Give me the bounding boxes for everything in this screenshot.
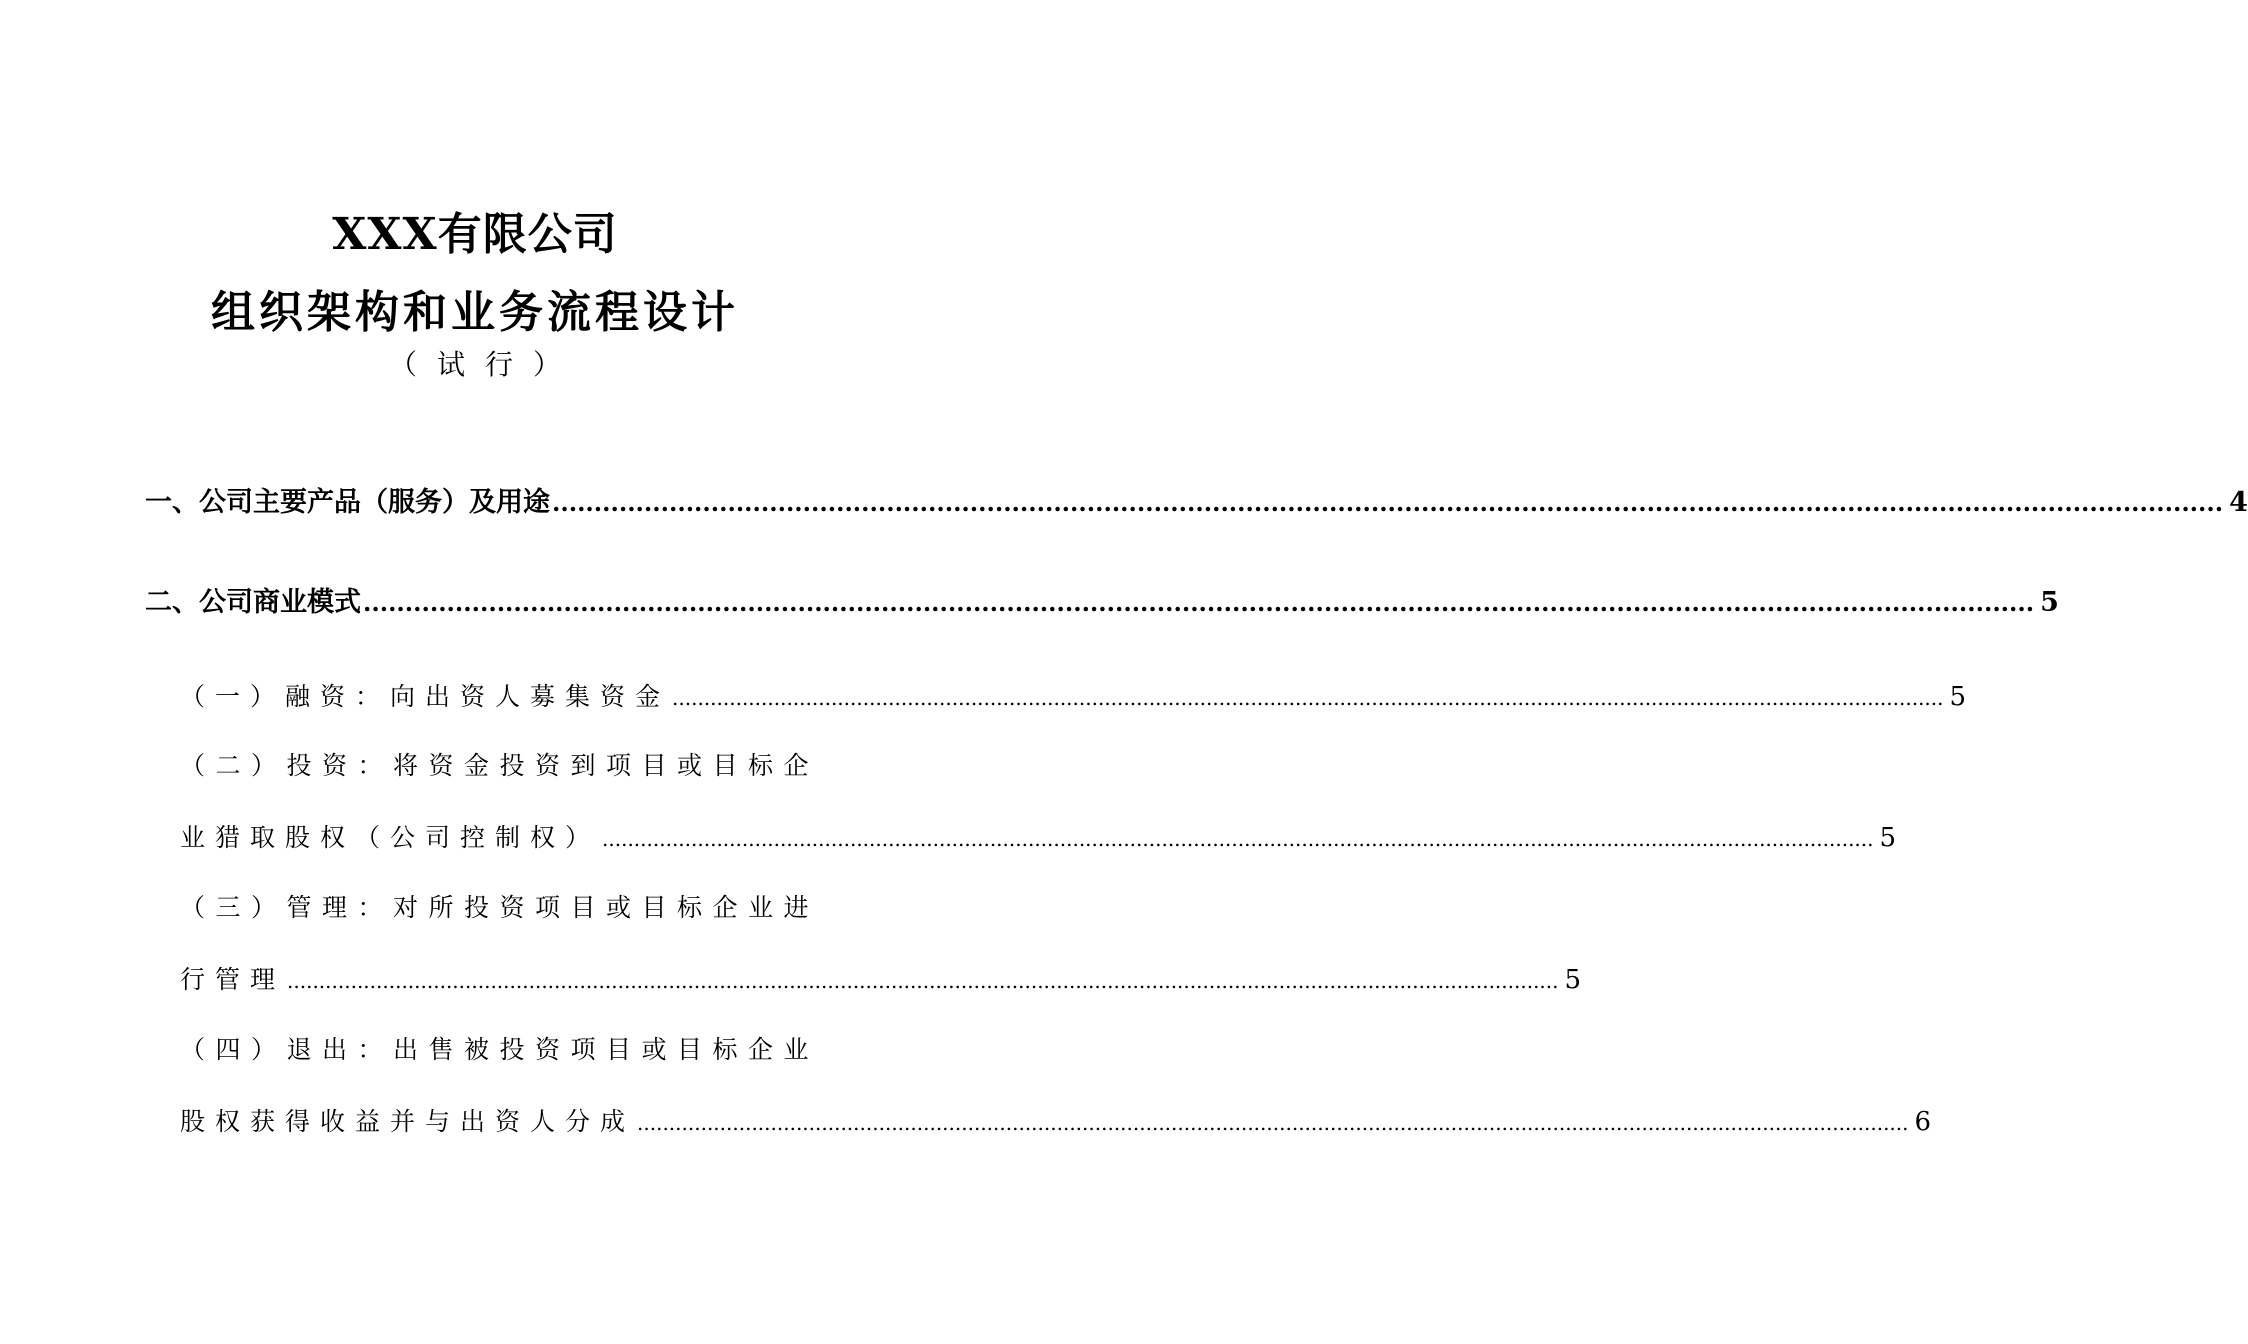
toc-entry-label: 业猎取股权（公司控制权） <box>180 823 601 852</box>
toc-entry-label: 一、公司主要产品（服务）及用途 <box>145 487 550 518</box>
toc-entry-subsection-3[interactable] <box>180 960 1582 996</box>
toc-entry-label: （一）融资：向出资人募集资金 <box>180 682 671 711</box>
toc-page-number: 6 <box>1914 1107 1932 1137</box>
toc-leader-dots: ........................................................................................................................................................................................................ <box>602 827 1874 851</box>
toc-entry-label: 二、公司商业模式 <box>145 587 361 618</box>
toc-entry-section-2[interactable] <box>145 580 2059 619</box>
toc-entry-subsection-4[interactable] <box>180 1102 1932 1138</box>
toc-leader-dots: ........................................................................................................................................................................................................ <box>637 1111 1909 1135</box>
toc-leader-dots: ........................................................................................................................................................................................................ <box>287 969 1559 993</box>
toc-entry-subsection-2-line1[interactable]: （二）投资：将资金投资到项目或目标企 <box>180 751 820 780</box>
company-title: XXX有限公司 <box>332 209 618 260</box>
toc-entry-subsection-2[interactable] <box>180 818 1897 854</box>
toc-page-number: 5 <box>2040 587 2059 618</box>
toc-entry-subsection-3-line1[interactable]: （三）管理：对所投资项目或目标企业进 <box>180 893 820 922</box>
toc-page-number: 5 <box>1564 965 1582 995</box>
toc-entry-subsection-4-line1[interactable]: （四）退出：出售被投资项目或目标企业 <box>180 1035 820 1064</box>
toc-leader-dots: ........................................................................................................................................................................................................ <box>363 588 2035 617</box>
document-subtitle: （试行） <box>388 348 581 381</box>
toc-leader-dots: ........................................................................................................................................................................................................ <box>672 686 1944 710</box>
toc-entry-section-1[interactable] <box>145 480 2248 519</box>
toc-page-number: 5 <box>1879 823 1897 853</box>
toc-entry-label: 行管理 <box>180 965 286 994</box>
toc-page-number: 4 <box>2229 487 2248 518</box>
toc-page-number: 5 <box>1949 682 1967 712</box>
document-title: 组织架构和业务流程设计 <box>211 287 739 338</box>
toc-leader-dots: ........................................................................................................................................................................................................ <box>552 488 2224 517</box>
toc-entry-label: 股权获得收益并与出资人分成 <box>180 1107 636 1136</box>
toc-entry-subsection-1[interactable] <box>180 677 1967 713</box>
